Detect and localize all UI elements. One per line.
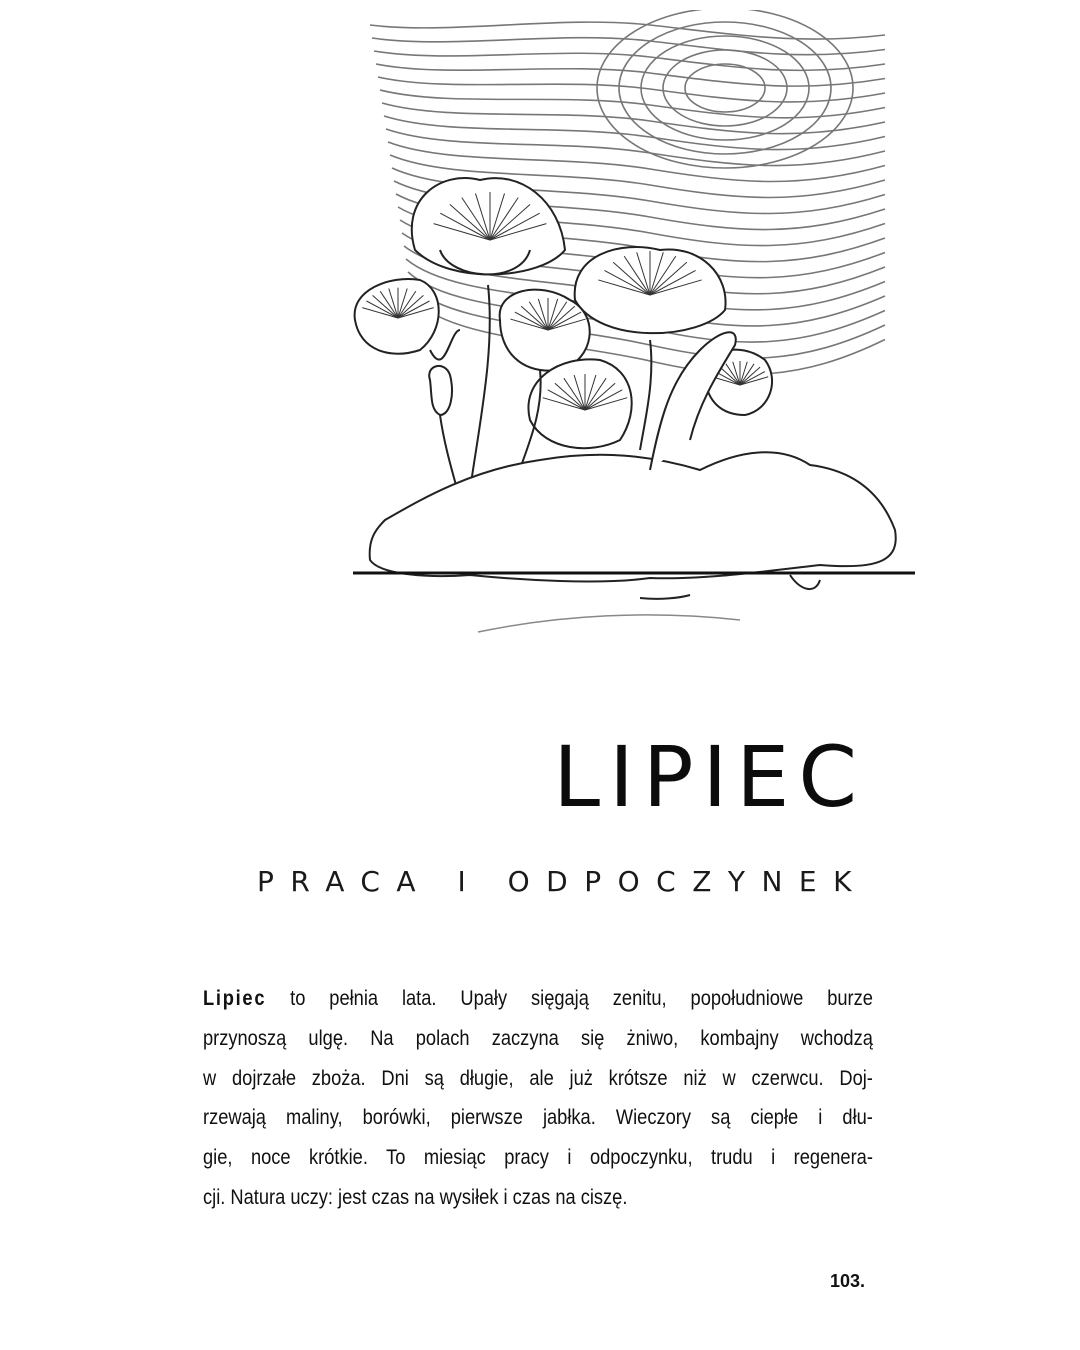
- poppy-flower: [412, 178, 565, 274]
- poppy-flowers: [355, 178, 772, 448]
- text-line: [203, 1023, 873, 1063]
- chapter-title: LIPIEC: [553, 728, 866, 826]
- text-line-content: gie, noce krótkie. To miesiąc pracy i odpoczynku, trudu i regenera-: [203, 1146, 873, 1170]
- ground-curve: [478, 615, 740, 632]
- text-line-content: cji. Natura uczy: jest czas na wysiłek i czas na ciszę.: [203, 1185, 628, 1209]
- text-line: [203, 983, 873, 1023]
- text-line-content: w dojrzałe zboża. Dni są długie, ale już krótsze niż w czerwcu. Doj-: [203, 1066, 873, 1090]
- text-line: [203, 1182, 873, 1222]
- poppy-flower: [528, 359, 631, 448]
- chapter-subtitle: PRACA I ODPOCZYNEK: [257, 865, 868, 898]
- contour-ring: [641, 36, 809, 140]
- text-line: [203, 1063, 873, 1103]
- lead-word: Lipiec: [203, 987, 267, 1010]
- poppy-bud: [429, 366, 452, 415]
- text-line: [203, 1102, 873, 1142]
- contour-line: [382, 103, 885, 134]
- text-line-content: przynoszą ulgę. Na polach zaczyna się żniwo, kombajny wchodzą: [203, 1026, 873, 1050]
- text-line-content: to pełnia lata. Upały sięgają zenitu, popołudniowe burze: [266, 987, 873, 1010]
- contour-ring: [619, 22, 831, 154]
- contour-ring: [685, 64, 765, 112]
- text-line-content: rzewają maliny, borówki, pierwsze jabłka. Wieczory są ciepłe i dłu-: [203, 1106, 873, 1130]
- page-number: 103.: [830, 1271, 866, 1291]
- chapter-intro-paragraph: [203, 983, 873, 1222]
- text-line: [203, 1142, 873, 1182]
- poppies-and-reclining-figure-illustration: [340, 10, 930, 650]
